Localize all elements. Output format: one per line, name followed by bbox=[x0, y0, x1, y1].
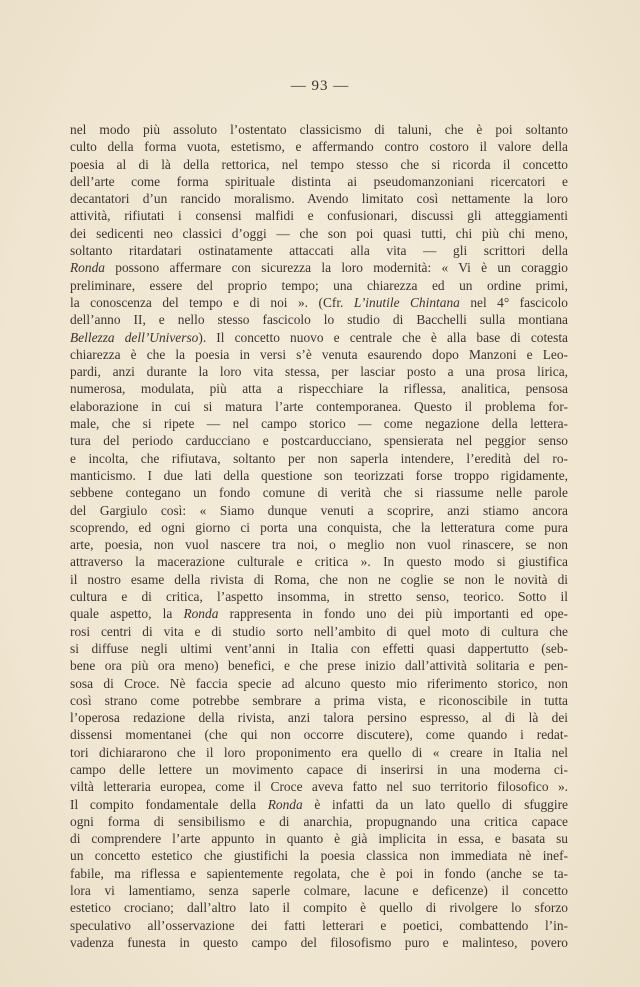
text-line bbox=[70, 899, 568, 916]
text-segment: male, che si ripete — nel campo storico — come negazione della lettera- bbox=[70, 416, 568, 432]
text-line bbox=[70, 346, 568, 363]
text-segment: viltà letteraria europea, come il Croce aveva fatto nel suo territorio filosofico ». bbox=[70, 779, 568, 795]
text-line bbox=[70, 726, 568, 743]
text-segment: nel modo più assoluto l’ostentato classicismo di taluni, che è poi soltanto bbox=[70, 122, 568, 137]
text-segment: dell’arte come forma spirituale distinta ai pseudomanzoniani ricercatori e bbox=[70, 173, 568, 189]
text-line bbox=[70, 917, 568, 934]
text-segment: l’operosa redazione della rivista, anzi talora persino espresso, al di là dei bbox=[70, 710, 568, 726]
text-line bbox=[70, 242, 568, 259]
text-segment: nel 4° fascicolo bbox=[459, 294, 568, 310]
text-segment: dissensi momentanei (che qui non occorre discutere), come quando i redat- bbox=[70, 727, 568, 743]
text-line bbox=[70, 847, 568, 864]
text-segment: e incolta, che rifiutava, soltanto per non saperla intendere, l’eredità del ro- bbox=[70, 450, 568, 466]
text-line bbox=[70, 415, 568, 432]
text-line bbox=[70, 761, 568, 778]
text-line bbox=[70, 380, 568, 397]
text-segment: lora vi lamentiamo, senza saperle colmare, lacune e deficenze) il concetto bbox=[70, 883, 568, 899]
text-line bbox=[70, 329, 568, 346]
text-line bbox=[70, 934, 568, 951]
text-segment: cultura e di critica, l’aspetto insomma, in stretto senso, teorico. Sotto il bbox=[70, 589, 568, 605]
page-number: — 93 — bbox=[290, 78, 350, 94]
text-segment: elaborazione in cui si matura l’arte contemporanea. Questo il problema for- bbox=[70, 398, 568, 414]
text-segment: pardi, anzi durante la loro vita stessa, per lasciar posto a una prosa lirica, bbox=[70, 364, 568, 380]
text-line bbox=[70, 882, 568, 899]
text-segment: quale aspetto, la bbox=[70, 606, 184, 622]
text-line bbox=[70, 207, 568, 224]
text-segment: scoprendo, ed ogni giorno ci porta una conquista, che la letteratura come pura bbox=[70, 519, 568, 535]
text-line bbox=[70, 311, 568, 328]
text-segment: tori dichiararono che il loro proponimento era quello di « creare in Italia nel bbox=[70, 744, 568, 760]
text-segment: poesia al di là della rettorica, nel tempo stesso che si ricorda il concetto bbox=[70, 156, 568, 172]
text-segment: numerosa, modulata, più atta a rispecchiare la riflessa, analitica, pensosa bbox=[70, 381, 568, 397]
text-line bbox=[70, 225, 568, 242]
text-line bbox=[70, 519, 568, 536]
text-segment: attività, rifiutati i consensi malfidi e confusionari, discussi gli atteggiamenti bbox=[70, 208, 568, 224]
text-segment: è infatti da un lato quello di sfuggire bbox=[302, 796, 568, 812]
text-segment: preliminare, essere del proprio tempo; una chiarezza ed un ordine primi, bbox=[70, 277, 568, 293]
italic-title: L’inutile Chintana bbox=[353, 294, 460, 310]
text-line bbox=[70, 432, 568, 449]
text-line bbox=[70, 173, 568, 190]
italic-title: Ronda bbox=[183, 606, 219, 622]
text-segment: il nostro esame della rivista di Roma, che non ne coglie se non le novità di bbox=[70, 571, 568, 587]
text-line bbox=[70, 623, 568, 640]
text-segment: decantatori d’un rancido moralismo. Avendo limitato così nettamente la loro bbox=[70, 191, 568, 207]
text-segment: si diffuse negli ultimi vent’anni in Italia con effetti quasi dappertutto (seb- bbox=[70, 640, 568, 656]
text-segment: chiarezza è che la poesia in versi s’è venuta esaurendo dopo Manzoni e Leo- bbox=[70, 346, 568, 362]
text-segment: rosi centri di vita e di studio sorto nell’ambito di quel moto di cultura che bbox=[70, 623, 568, 639]
text-segment: campo delle lettere un movimento capace di inserirsi in una moderna ci- bbox=[70, 761, 568, 777]
text-line bbox=[70, 865, 568, 882]
text-line bbox=[70, 363, 568, 380]
text-line bbox=[70, 709, 568, 726]
text-line bbox=[70, 190, 568, 207]
text-line bbox=[70, 830, 568, 847]
text-line bbox=[70, 121, 568, 138]
text-segment: un concetto estetico che giustifichi la poesia classica non immediata nè inef- bbox=[70, 848, 568, 864]
text-line bbox=[70, 138, 568, 155]
text-line bbox=[70, 484, 568, 501]
text-line bbox=[70, 588, 568, 605]
text-segment: bene ora più ora meno) benefici, e che prese inizio dall’attività solitaria e pen- bbox=[70, 658, 568, 674]
text-segment: attraverso la macerazione culturale e critica ». In questo modo si giustifica bbox=[70, 554, 568, 570]
text-segment: soltanto ritardatari ostinatamente attaccati alla vita — gli scrittori della bbox=[70, 243, 568, 259]
text-line bbox=[70, 553, 568, 570]
text-line bbox=[70, 605, 568, 622]
text-segment: manticismo. I due lati della questione son teorizzati forse troppo rigidamente, bbox=[70, 467, 568, 483]
text-line bbox=[70, 502, 568, 519]
text-line bbox=[70, 294, 568, 311]
text-segment: Il compito fondamentale della bbox=[70, 796, 268, 812]
text-line bbox=[70, 277, 568, 294]
text-line bbox=[70, 640, 568, 657]
text-line bbox=[70, 571, 568, 588]
text-line bbox=[70, 692, 568, 709]
text-line bbox=[70, 657, 568, 674]
text-segment: del Gargiulo così: « Siamo dunque venuti a scoprire, anzi stiamo ancora bbox=[70, 502, 568, 518]
italic-title: Bellezza dell’Universo bbox=[70, 329, 199, 345]
text-segment: la conoscenza del tempo e di noi ». (Cfr. bbox=[70, 294, 354, 310]
text-line bbox=[70, 467, 568, 484]
italic-title: Ronda bbox=[70, 260, 105, 276]
text-segment: di comprendere l’arte appunto in quanto è già implicita in essa, e basata su bbox=[70, 831, 568, 847]
text-segment: estetico crociano; dall’altro lato il compito è quello di rivolgere lo sforzo bbox=[70, 900, 568, 916]
text-segment: culto della forma vuota, estetismo, e affermando contro costoro il valore della bbox=[70, 139, 568, 155]
body-text bbox=[70, 121, 568, 951]
text-line bbox=[70, 259, 568, 276]
text-segment: sebbene contegano un fondo comune di verità che si riassume nelle parole bbox=[70, 485, 568, 501]
text-line bbox=[70, 450, 568, 467]
text-line bbox=[70, 675, 568, 692]
text-line bbox=[70, 156, 568, 173]
text-segment: rappresenta in fondo uno dei più importanti ed ope- bbox=[218, 606, 568, 622]
text-segment: ). Il concetto nuovo e centrale che è alla base di cotesta bbox=[198, 329, 568, 345]
text-line bbox=[70, 796, 568, 813]
text-line bbox=[70, 813, 568, 830]
text-segment: sosa di Croce. Nè faccia specie ad alcuno questo mio riferimento storico, non bbox=[70, 675, 568, 691]
text-line bbox=[70, 744, 568, 761]
text-segment: dei sedicenti neo classici d’oggi — che son poi quasi tutti, chi più chi meno, bbox=[70, 225, 568, 241]
text-segment: vadenza funesta in questo campo del filosofismo puro e malinteso, povero bbox=[70, 934, 568, 950]
italic-title: Ronda bbox=[267, 796, 303, 812]
text-segment: possono affermare con sicurezza la loro modernità: « Vi è un coraggio bbox=[104, 260, 568, 276]
text-segment: fabile, ma riflessa e sapientemente regolata, che è poi in fondo (anche se ta- bbox=[70, 865, 568, 881]
text-segment: ogni forma di sensibilismo e di anarchia, propugnando una critica capace bbox=[70, 813, 568, 829]
text-line bbox=[70, 398, 568, 415]
text-segment: così strano come potrebbe sembrare a prima vista, e riconoscibile in tutta bbox=[70, 692, 568, 708]
text-line bbox=[70, 778, 568, 795]
text-segment: speculativo all’osservazione dei fatti letterari e poetici, combattendo l’in- bbox=[70, 917, 568, 933]
text-segment: tura del periodo carducciano e postcarducciano, spensierata nel peggior senso bbox=[70, 433, 568, 449]
text-line bbox=[70, 536, 568, 553]
text-segment: arte, poesia, non vuol nascere tra noi, o meglio non vuol rinascere, se non bbox=[70, 537, 568, 553]
text-segment: dell’anno II, e nello stesso fascicolo lo studio di Bacchelli sulla montiana bbox=[70, 312, 568, 328]
